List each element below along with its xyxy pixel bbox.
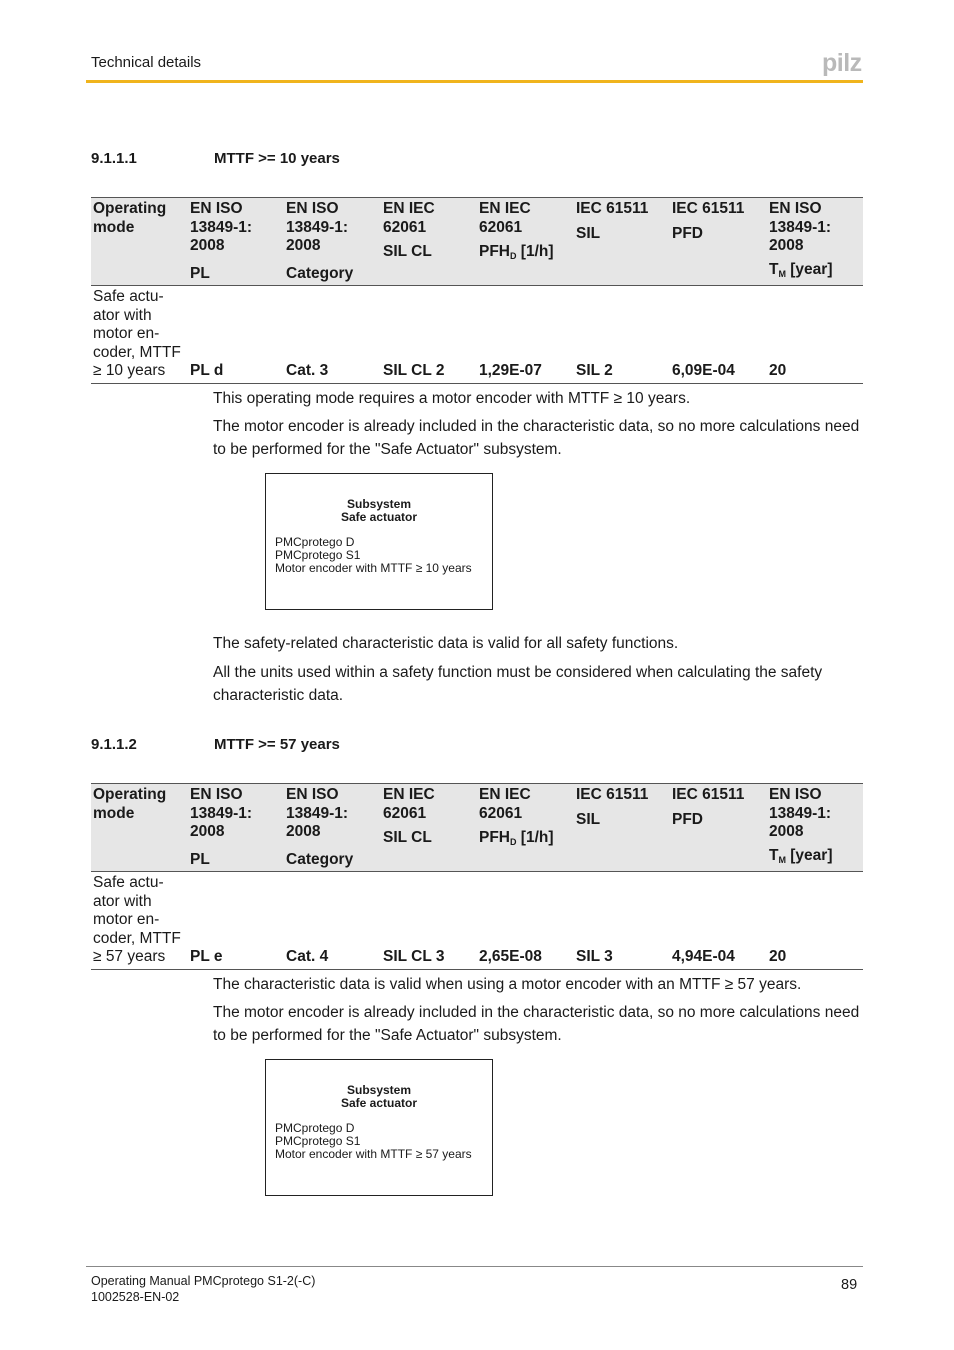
cell-category: Cat. 3 (284, 286, 381, 384)
subsystem-diagram-box (265, 473, 493, 610)
footer-doc-number: 1002528-EN-02 (91, 1290, 180, 1304)
section-number: 9.1.1.2 (91, 736, 137, 753)
footer-divider (86, 1266, 863, 1267)
header-sil-cl: EN IEC 62061 SIL CL (381, 784, 477, 872)
cell-operating-mode: Safe actu-ator with motor en-coder, MTTF ≥ 10 years (91, 286, 188, 384)
footer-manual-title: Operating Manual PMCprotego S1-2(-C) (91, 1274, 316, 1288)
subsystem-title: Subsystem Safe actuator (340, 1083, 418, 1110)
subsystem-components: PMCprotego D PMCprotego S1 Motor encoder with MTTF ≥ 10 years (275, 535, 472, 575)
table-row (91, 872, 863, 970)
paragraph: All the units used within a safety function must be considered when calculating the safety characteristic data. (213, 664, 823, 704)
paragraph: The motor encoder is already included in the characteristic data, so no more calculations need to be performed for the "Safe Actuator" subsystem. (213, 418, 860, 458)
header-operating-mode: Operating mode (91, 784, 188, 872)
cell-tm: 20 (767, 872, 863, 970)
header-sil: IEC 61511 SIL (574, 198, 670, 286)
header-operating-mode: Operating mode (91, 198, 188, 286)
subsystem-components: PMCprotego D PMCprotego S1 Motor encoder with MTTF ≥ 57 years (275, 1121, 472, 1161)
cell-pfd: 6,09E-04 (670, 286, 767, 384)
pilz-logo: pilz (822, 49, 862, 77)
header-pl: EN ISO 13849-1: 2008 PL (188, 198, 284, 286)
cell-pfd: 4,94E-04 (670, 872, 767, 970)
header-title: Technical details (91, 54, 202, 71)
section-number: 9.1.1.1 (91, 150, 137, 167)
cell-category: Cat. 4 (284, 872, 381, 970)
header-sil: IEC 61511 SIL (574, 784, 670, 872)
header-category: EN ISO 13849-1: 2008 Category (284, 784, 381, 872)
header-sil-cl: EN IEC 62061 SIL CL (381, 198, 477, 286)
header-pfhd: EN IEC 62061 $PFH_D$ [1/h] (477, 784, 574, 872)
subsystem-title: Subsystem Safe actuator (340, 497, 418, 524)
table-row (91, 286, 863, 384)
header-pfd: IEC 61511 PFD (670, 784, 767, 872)
paragraph: The motor encoder is already included in the characteristic data, so no more calculations need to be performed for the "Safe Actuator" subsystem. (213, 1004, 860, 1044)
cell-tm: 20 (767, 286, 863, 384)
paragraph: The characteristic data is valid when using a motor encoder with an MTTF ≥ 57 years. (213, 976, 802, 993)
cell-pfhd: 2,65E-08 (477, 872, 574, 970)
paragraph: The safety-related characteristic data is valid for all safety functions. (213, 635, 679, 652)
header-divider (86, 80, 863, 83)
section-title: MTTF >= 57 years (214, 736, 340, 753)
page-number: 89 (841, 1277, 858, 1293)
header-pfd: IEC 61511 PFD (670, 198, 767, 286)
cell-pl: PL d (188, 286, 284, 384)
cell-operating-mode: Safe actu-ator with motor en-coder, MTTF ≥ 57 years (91, 872, 188, 970)
subsystem-diagram-box (265, 1059, 493, 1196)
cell-sil-cl: SIL CL 2 (381, 286, 477, 384)
table-header-row (91, 198, 863, 286)
cell-pl: PL e (188, 872, 284, 970)
footer-document-info (91, 1273, 315, 1305)
paragraph: This operating mode requires a motor encoder with MTTF ≥ 10 years. (213, 390, 691, 407)
header-tm: EN ISO 13849-1: 2008 $T_M$ [year] (767, 784, 863, 872)
cell-pfhd: 1,29E-07 (477, 286, 574, 384)
header-pfhd: EN IEC 62061 $PFH_D$ [1/h] (477, 198, 574, 286)
safety-data-table (91, 197, 863, 384)
cell-sil: SIL 3 (574, 872, 670, 970)
cell-sil-cl: SIL CL 3 (381, 872, 477, 970)
table-header-row (91, 784, 863, 872)
safety-data-table (91, 783, 863, 970)
section-title: MTTF >= 10 years (214, 150, 340, 167)
cell-sil: SIL 2 (574, 286, 670, 384)
header-tm: EN ISO 13849-1: 2008 $T_M$ [year] (767, 198, 863, 286)
header-category: EN ISO 13849-1: 2008 Category (284, 198, 381, 286)
header-pl: EN ISO 13849-1: 2008 PL (188, 784, 284, 872)
